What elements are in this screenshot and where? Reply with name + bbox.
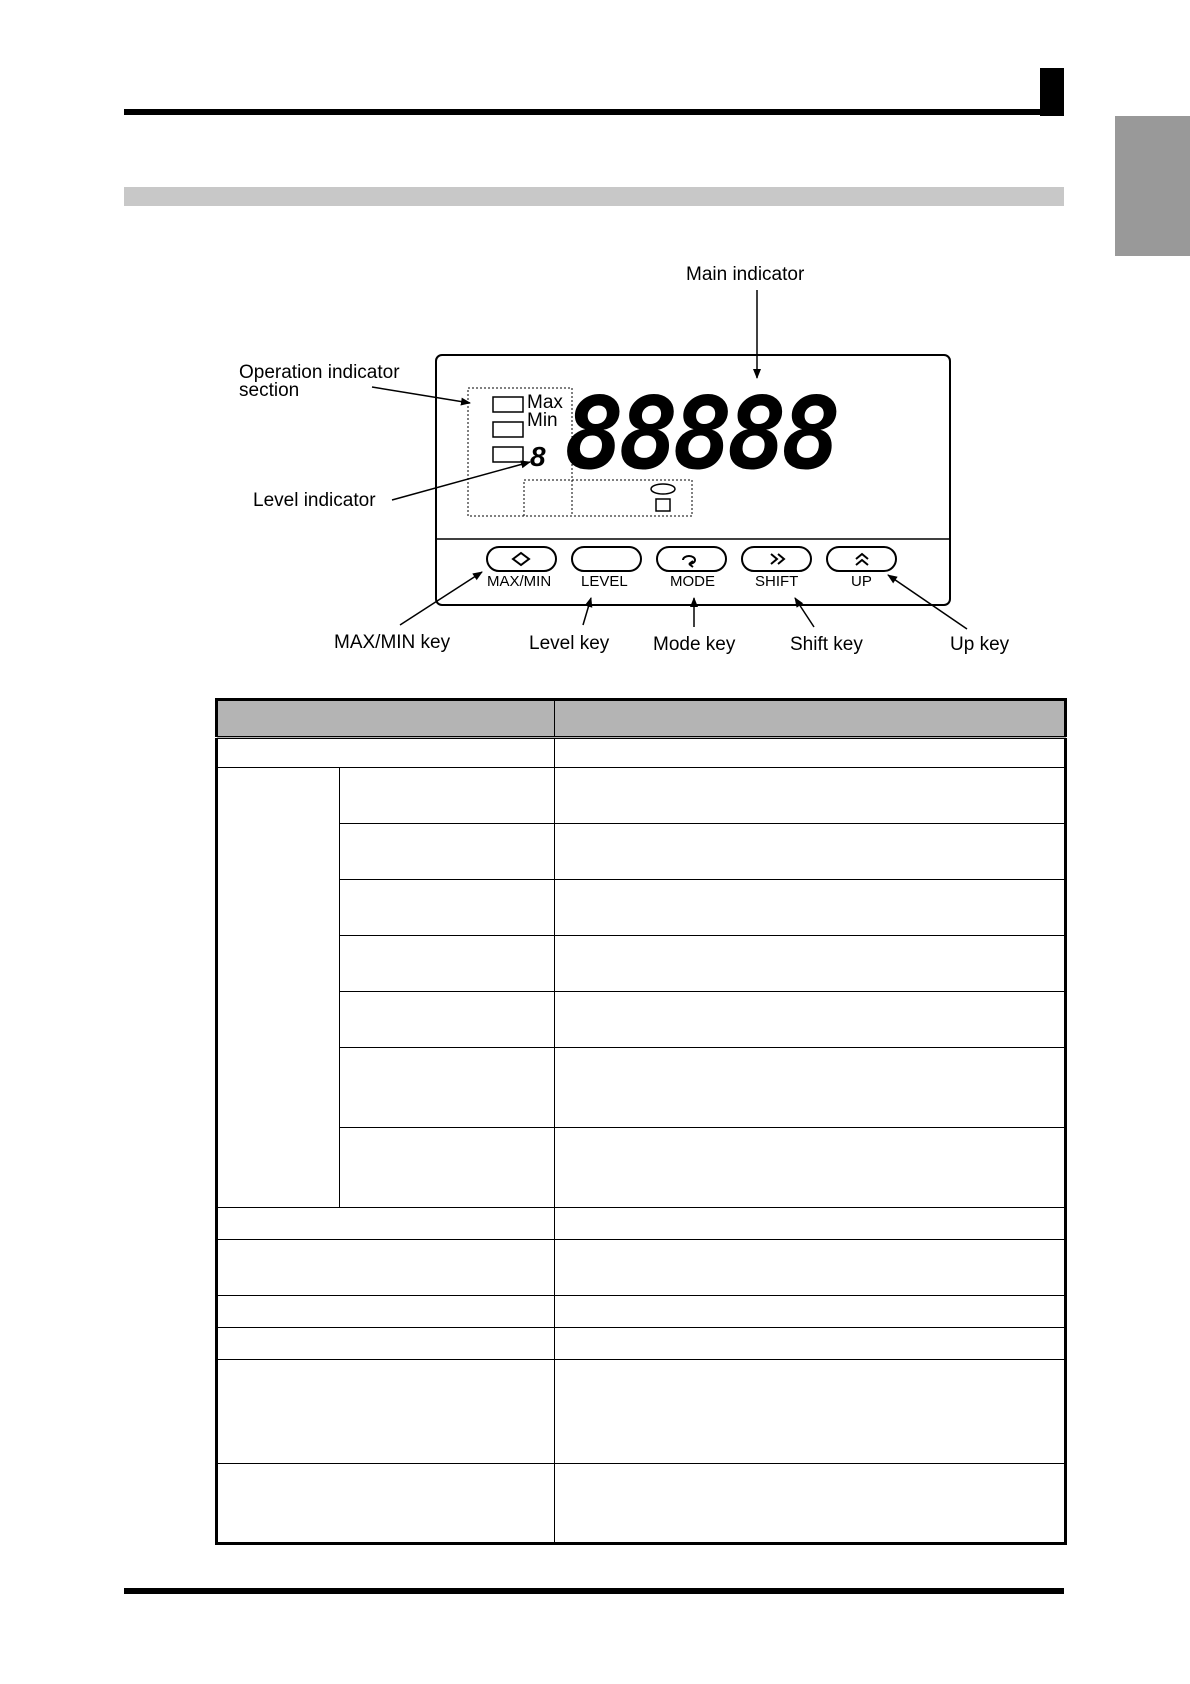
- label-level-indicator: Level indicator: [253, 490, 376, 511]
- main-digits-display: 88888: [564, 375, 836, 492]
- key-label-up: UP: [851, 573, 872, 590]
- panel-max-label: Max: [527, 392, 563, 413]
- table-cell: [217, 1328, 555, 1360]
- front-panel-figure: [0, 0, 1190, 700]
- table-cell: [555, 768, 1066, 824]
- table-cell: [555, 936, 1066, 992]
- table-cell: [555, 738, 1066, 768]
- table-cell: [340, 824, 555, 880]
- table-header-cell: [217, 700, 555, 738]
- table-cell: [555, 1296, 1066, 1328]
- table-cell: [217, 738, 555, 768]
- label-maxmin-key: MAX/MIN key: [334, 632, 451, 653]
- table-cell: [217, 1296, 555, 1328]
- label-operation-indicator: Operation indicator: [239, 362, 400, 383]
- key-label-shift: SHIFT: [755, 573, 799, 590]
- level-digit-display: 8: [530, 441, 546, 472]
- panel-min-label: Min: [527, 410, 558, 431]
- table-row: [217, 1296, 1066, 1328]
- level-key-button: [572, 547, 641, 571]
- table-row: [217, 824, 1066, 880]
- table-row: [217, 1328, 1066, 1360]
- table-cell: [555, 1328, 1066, 1360]
- table-cell: [555, 992, 1066, 1048]
- table-cell: [340, 768, 555, 824]
- table-row: [217, 1360, 1066, 1464]
- maxmin-key-button: [487, 547, 556, 571]
- table-row: [217, 992, 1066, 1048]
- bottom-rule: [124, 1588, 1064, 1594]
- table-cell: [555, 1464, 1066, 1544]
- table-cell: [340, 1128, 555, 1208]
- table-cell: [555, 1240, 1066, 1296]
- table-row: [217, 880, 1066, 936]
- table-header-cell: [555, 700, 1066, 738]
- specification-table: [215, 698, 1067, 1545]
- label-main-indicator: Main indicator: [686, 264, 805, 285]
- table-cell: [217, 1464, 555, 1544]
- label-shift-key: Shift key: [790, 634, 863, 655]
- table-cell: [340, 1048, 555, 1128]
- table-cell: [217, 1360, 555, 1464]
- panel-diagram: [0, 0, 1190, 700]
- label-level-key: Level key: [529, 633, 610, 654]
- key-label-level: LEVEL: [581, 573, 628, 590]
- table-row: [217, 1240, 1066, 1296]
- mode-key-button: [657, 547, 726, 571]
- table-row: [217, 1048, 1066, 1128]
- table-row: [217, 1128, 1066, 1208]
- table-cell: [217, 1208, 555, 1240]
- table-row: [217, 1208, 1066, 1240]
- label-up-key: Up key: [950, 634, 1010, 655]
- label-mode-key: Mode key: [653, 634, 736, 655]
- table-cell: [555, 1360, 1066, 1464]
- table-cell: [555, 880, 1066, 936]
- table-row: [217, 738, 1066, 768]
- table-row: [217, 1464, 1066, 1544]
- key-label-maxmin: MAX/MIN: [487, 573, 552, 590]
- up-key-button: [827, 547, 896, 571]
- table-cell: [555, 824, 1066, 880]
- table-header-row: [217, 700, 1066, 738]
- table-row: [217, 768, 1066, 824]
- table-cell: [555, 1048, 1066, 1128]
- key-label-mode: MODE: [670, 573, 715, 590]
- table-row: [217, 936, 1066, 992]
- table-cell: [217, 1240, 555, 1296]
- table-cell: [340, 936, 555, 992]
- table-cell: [340, 880, 555, 936]
- table-cell: [555, 1208, 1066, 1240]
- label-operation-indicator-section: section: [239, 380, 300, 401]
- table-cell-group: [217, 768, 340, 1208]
- table-cell: [340, 992, 555, 1048]
- table-cell: [555, 1128, 1066, 1208]
